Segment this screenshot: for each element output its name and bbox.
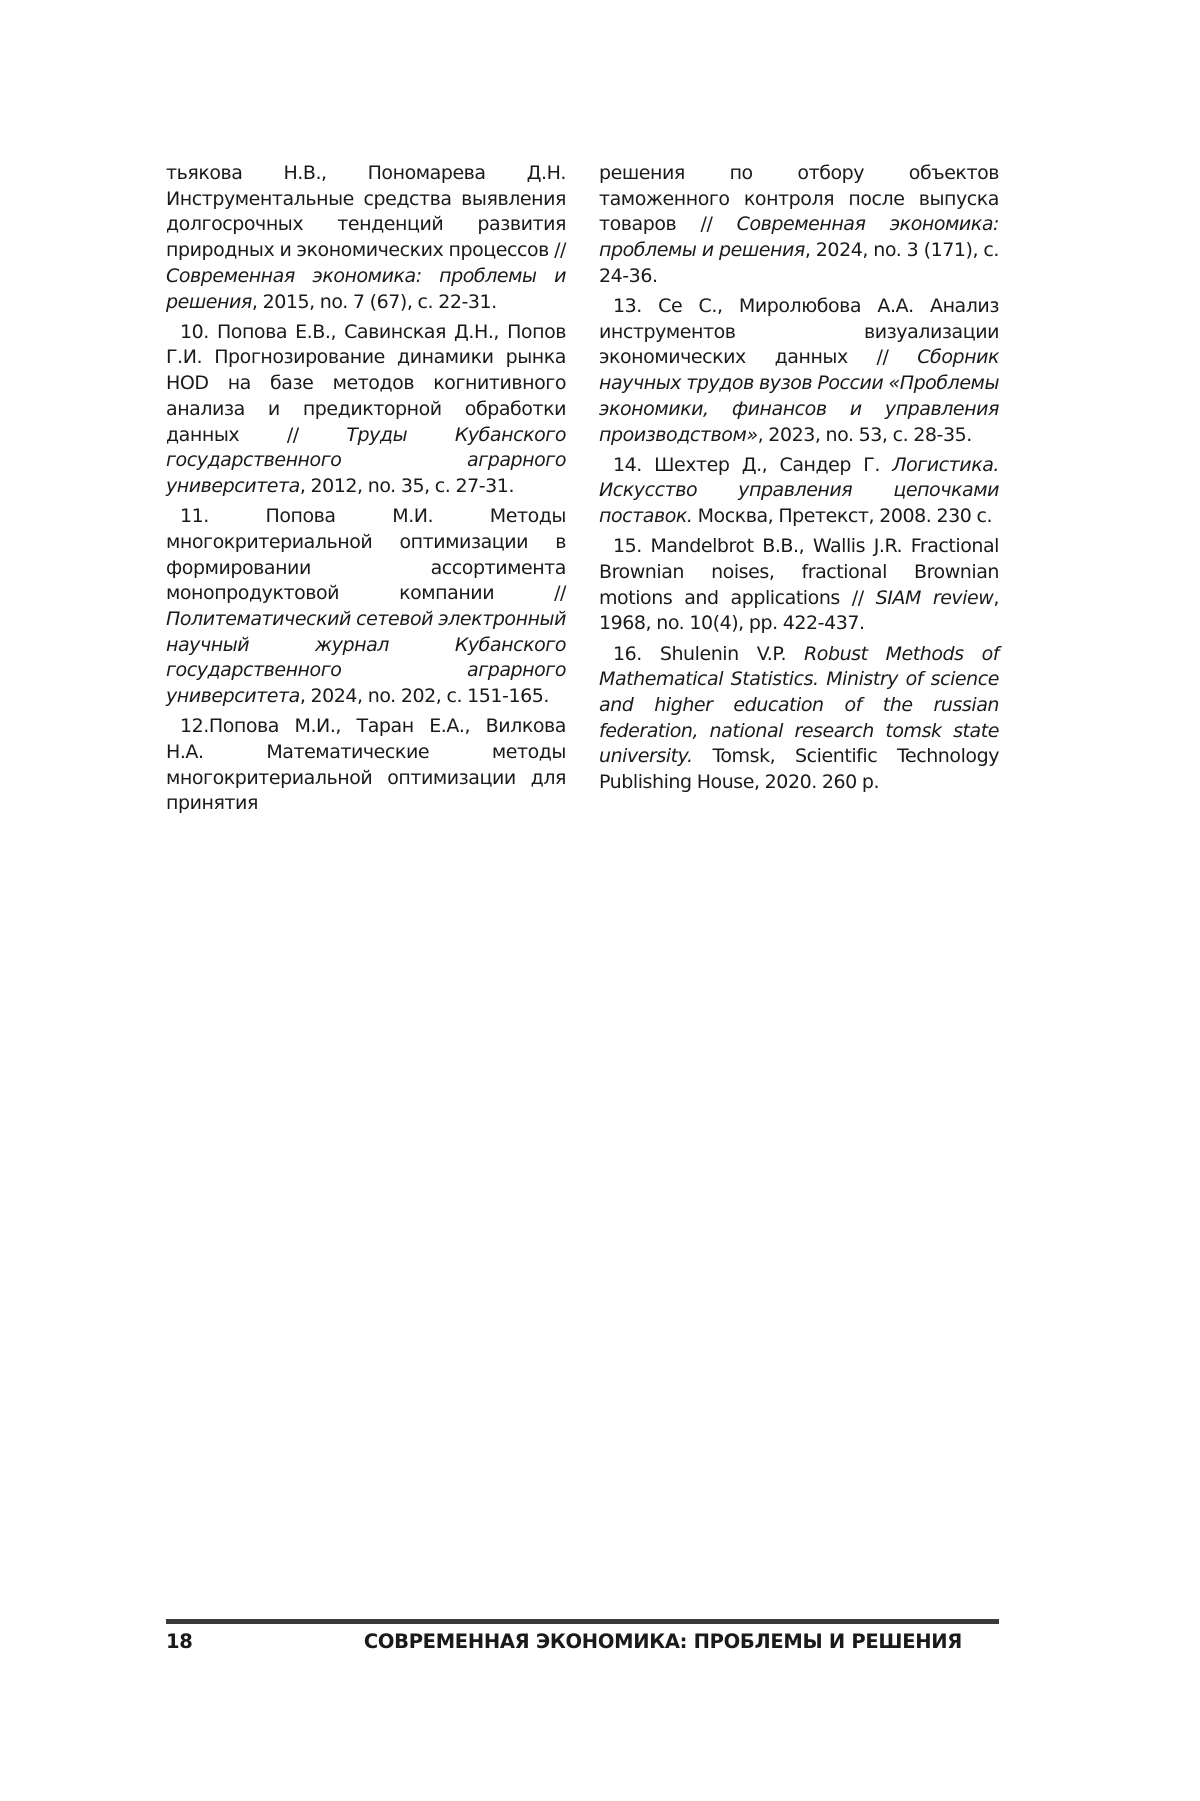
reference-entry	[599, 642, 999, 796]
reference-source-title: Современная экономика: проблемы и решения	[166, 264, 566, 313]
page-number: 18	[166, 1630, 193, 1653]
reference-text: , 2015, no. 7 (67), с. 22-31.	[251, 290, 497, 313]
reference-entry	[599, 534, 999, 637]
reference-entry	[166, 504, 566, 710]
reference-entry	[599, 294, 999, 448]
reference-text: тьякова Н.В., Пономарева Д.Н. Инструментальные средства выявления долгосрочных тенденций развития природных и экономических процессов //	[166, 162, 566, 262]
reference-text: , 1968, no. 10(4), pp. 422-437.	[599, 586, 999, 635]
reference-text: , 2023, no. 53, с. 28-35.	[757, 423, 972, 446]
reference-text: 15. Mandelbrot B.B., Wallis J.R. Fractional Brownian noises, fractional Brownian motions and applications //	[599, 535, 999, 609]
reference-source-title: Сборник научных трудов вузов России «Проблемы экономики, финансов и управления производством»	[599, 346, 999, 446]
reference-text: Tomsk, Scientific Technology Publishing House, 2020. 260 p.	[599, 745, 999, 794]
reference-text: Москва, Претекст, 2008. 230 с.	[692, 505, 993, 528]
reference-entry	[599, 453, 999, 530]
page-footer	[166, 1630, 999, 1660]
reference-text: 16. Shulenin V.P.	[613, 642, 805, 665]
reference-column-left	[166, 161, 566, 822]
running-journal-title: СОВРЕМЕННАЯ ЭКОНОМИКА: ПРОБЛЕМЫ И РЕШЕНИЯ	[363, 1630, 962, 1653]
reference-text: , 2024, no. 202, с. 151-165.	[299, 685, 549, 708]
reference-source-title: Robust Methods of Mathematical Statistics. Ministry of science and higher education of the russian federation, national research tomsk state university.	[599, 642, 999, 768]
reference-text: решения по отбору объектов таможенного контроля после выпуска товаров //	[599, 162, 999, 236]
reference-text: 13. Се С., Миролюбова А.А. Анализ инструментов визуализации экономических данных //	[599, 295, 999, 369]
reference-list	[166, 161, 999, 822]
reference-source-title: Политематический сетевой электронный научный журнал Кубанского государственного аграрного университета	[166, 607, 566, 708]
reference-source-title: Современная экономика: проблемы и решения	[599, 213, 999, 262]
reference-text: 10. Попова Е.В., Савинская Д.Н., Попов Г.И. Прогнозирование динамики рынка HOD на базе методов когнитивного анализа и предикторной обработки данных //	[166, 320, 566, 446]
reference-entry	[166, 714, 566, 817]
reference-column-right	[599, 161, 999, 822]
reference-entry-continued	[166, 161, 566, 315]
reference-entry-continued	[599, 161, 999, 290]
reference-text: 11. Попова М.И. Методы многокритериальной оптимизации в формировании ассортимента монопродуктовой компании //	[166, 505, 566, 605]
reference-text: , 2024, no. 3 (171), с. 24-36.	[599, 239, 999, 287]
reference-entry	[166, 320, 566, 500]
reference-source-title: Труды Кубанского государственного аграрного университета	[166, 423, 566, 497]
reference-text: 12.Попова М.И., Таран Е.А., Вилкова Н.А. Математические методы многокритериальной оптимизации для принятия	[166, 715, 566, 815]
footer-divider	[166, 1619, 999, 1624]
reference-text: 14. Шехтер Д., Сандер Г.	[613, 453, 893, 476]
reference-source-title: SIAM review	[875, 586, 994, 609]
reference-text: , 2012, no. 35, с. 27-31.	[299, 474, 515, 497]
reference-source-title: Логистика. Искусство управления цепочками поставок.	[599, 453, 999, 528]
